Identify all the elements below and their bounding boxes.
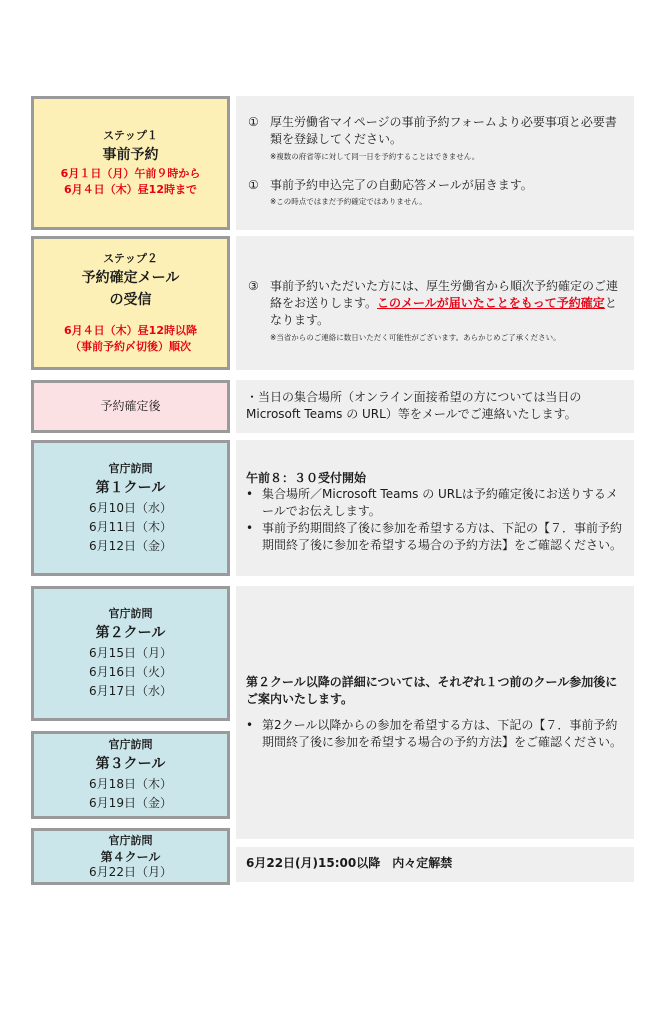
course1-date: 6月11日（木） [89,519,172,534]
step1-item2-note: ※この時点ではまだ予約確定ではありません。 [270,197,427,206]
course2-date: 6月17日（水） [89,684,172,698]
bullet-icon: • [246,718,254,732]
course4-label-box [31,828,230,885]
course2-title: 第２クール [95,625,166,641]
step2-title-line2: の受信 [109,292,152,308]
course4-info: 6月22日(月)15:00以降 内々定解禁 [246,856,453,870]
step1-period-end: 6月４日（木）昼12時まで [64,183,197,196]
step2-title-line1: 予約確定メール [81,270,180,286]
step1-item2-text: 事前予約申込完了の自動応答メールが届きます。 [270,178,533,192]
course4-title: 第４クール [100,850,161,864]
course1-bullet: 事前予約期間終了後に参加を希望する方は、下記の【７．事前予約期間終了後に参加を希望する場合の予約方法】をご確認ください。 [262,521,623,552]
course3-date: 6月19日（金） [89,796,172,810]
course1-title: 第１クール [95,479,166,496]
step2-item-highlight: このメールが届いたことをもって予約確定 [377,296,605,310]
after-confirm-text: ・当日の集合場所（オンライン面接希望の方については当日の Microsoft Teams の URL）等をメールでご連絡いたします。 [246,390,582,421]
after-confirm-label: 予約確定後 [100,399,161,413]
course4-date: 6月22日（月） [89,865,172,879]
step1-label: ステップ１ [103,129,158,142]
step1-content [236,96,634,230]
course1-label: 官庁訪問 [108,461,153,475]
course23-content [236,586,634,839]
course4-label: 官庁訪問 [108,834,153,847]
course2-date: 6月16日（火） [89,665,172,679]
course3-date: 6月18日（木） [89,777,172,791]
step1-item2-number: ① [248,178,259,192]
course1-label-box [31,440,230,576]
after-confirm-label-box [31,380,230,433]
course2-label-box [31,586,230,721]
course3-title: 第３クール [95,756,166,772]
course3-label: 官庁訪問 [108,738,153,751]
step1-title: 事前予約 [102,147,159,163]
step2-item-number: ③ [248,279,259,293]
course2-label: 官庁訪問 [108,607,153,620]
step2-content [236,236,634,370]
step2-period-line1: 6月４日（木）昼12時以降 [64,324,197,337]
step2-item-note: ※当省からのご連絡に数日いただく可能性がございます。あらかじめご了承ください。 [270,333,561,342]
step1-item1-text: 厚生労働省マイページの事前予約フォームより必要事項と必要書類を登録してください。 [270,115,617,146]
step1-item1-number: ① [248,115,259,129]
step2-period-line2: （事前予約〆切後）順次 [70,340,191,353]
step1-item1-note: ※複数の府省等に対して同一日を予約することはできません。 [270,152,480,161]
step1-label-box [31,96,230,230]
course1-bullet: 集合場所／Microsoft Teams の URLは予約確定後にお送りするメールでお伝えします。 [262,487,618,518]
course1-date: 6月12日（金） [89,538,172,553]
step1-period-start: 6月１日（月）午前９時から [60,167,201,180]
course1-date: 6月10日（水） [89,500,172,515]
course4-content [236,847,634,882]
course23-bullet: 第2クール以降からの参加を希望する方は、下記の【７．事前予約期間終了後に参加を希望する場合の予約方法】をご確認ください。 [262,718,623,749]
step2-label-box [31,236,230,370]
bullet-icon: • [246,487,254,501]
course3-label-box [31,731,230,819]
after-confirm-content [236,380,634,433]
course1-content [236,440,634,576]
bullet-icon: • [246,521,254,535]
step2-label: ステップ２ [103,252,158,265]
course2-date: 6月15日（月） [89,646,172,660]
course23-heading: 第２クール以降の詳細については、それぞれ１つ前のクール参加後にご案内いたします。 [246,675,618,706]
course1-heading: 午前８：３０受付開始 [246,471,367,485]
step2-item-text: 事前予約いただいた方には、厚生労働省から順次予約確定のご連絡をお送りします。このメールが届いたことをもって予約確定となります。 [270,279,619,327]
